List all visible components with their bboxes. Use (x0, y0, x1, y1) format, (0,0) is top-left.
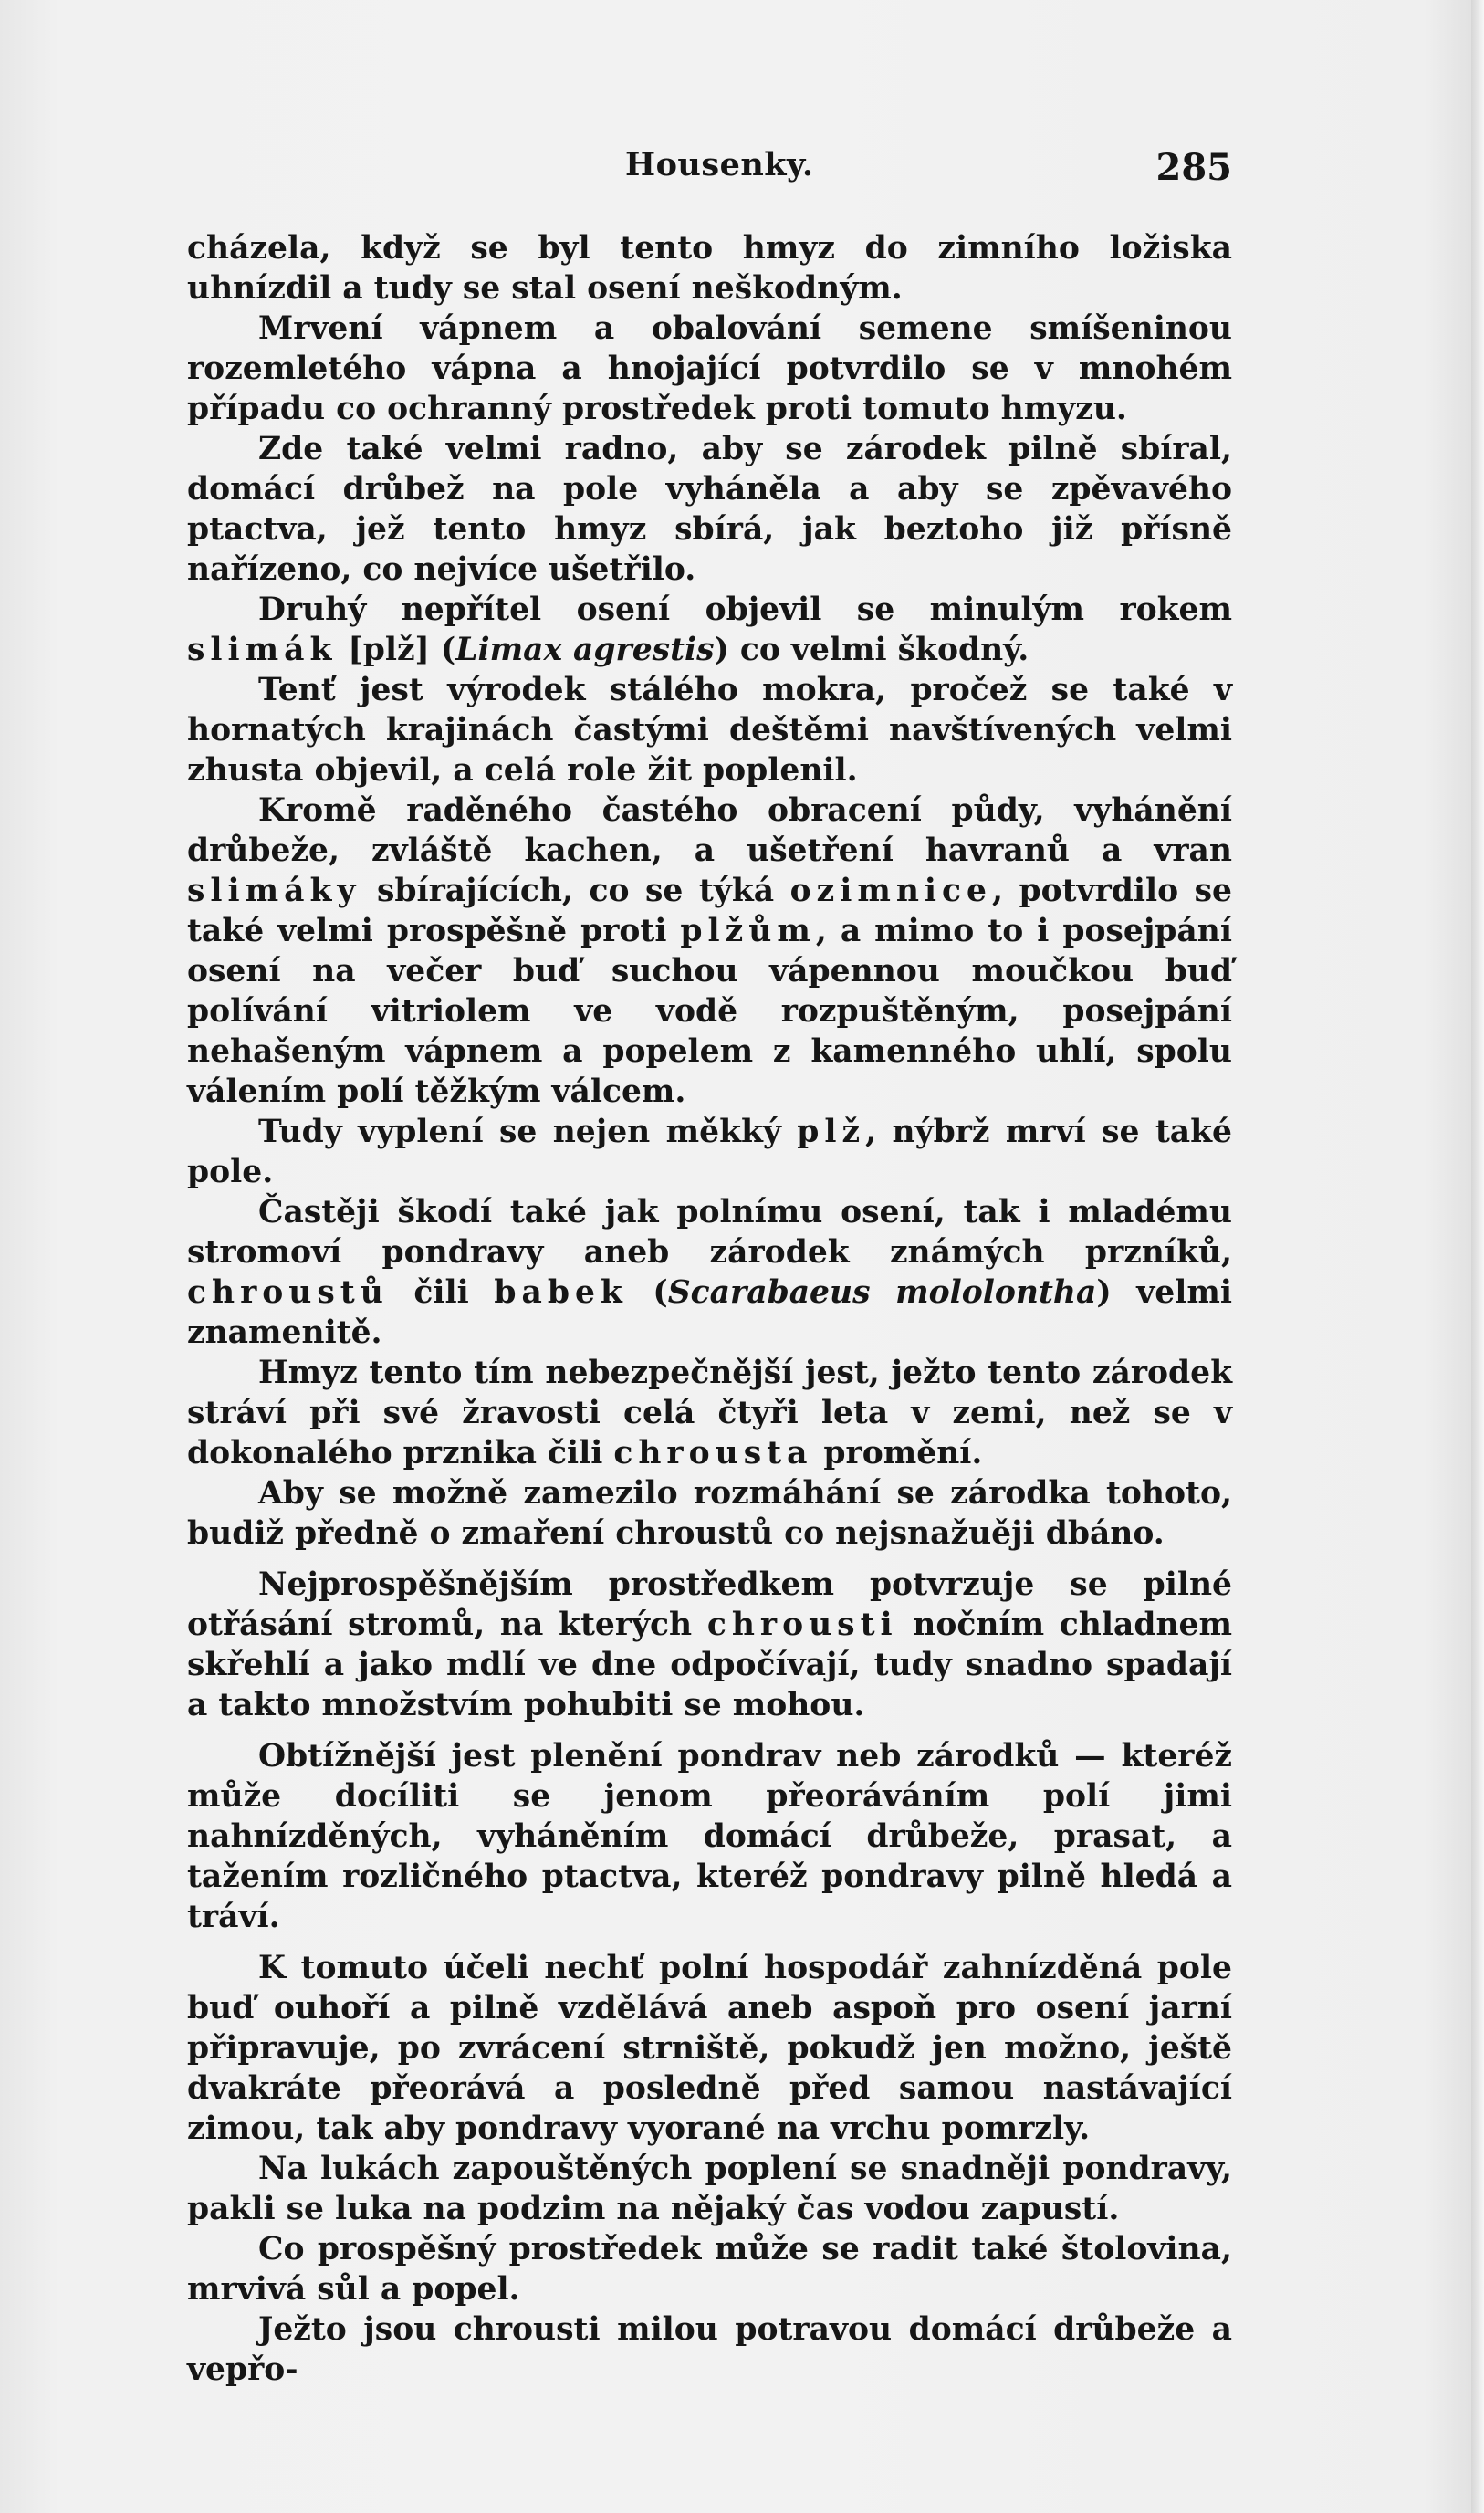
text-run: Ježto jsou chrousti milou potravou domácí drůbeže a vepřo- (187, 2311, 1232, 2388)
paragraph-6 (187, 791, 1232, 1112)
text-run: Aby se možně zamezilo rozmáhání se zárodka tohoto, budiž předně o zmaření chroustů co nejsnažuěji dbáno. (187, 1475, 1232, 1552)
spaced-term: chroustů (187, 1274, 389, 1311)
spaced-term: chrousta (613, 1435, 813, 1471)
text-run: ) co velmi škodný. (714, 632, 1029, 668)
text-run: sbírajících, co se týká (361, 873, 790, 909)
text-run: Druhý nepřítel osení objevil se minulým rokem (258, 592, 1232, 628)
paragraph-10 (187, 1473, 1232, 1554)
text-run: Zde také velmi radno, aby se zárodek pilně sbíral, domácí drůbež na pole vyháněla a aby se zpěvavého ptactva, jež tento hmyz sbírá, jak beztoho již přísně nařízeno, co nejvíce ušetřilo. (187, 431, 1232, 588)
body-text (187, 228, 1232, 2390)
text-run: promění. (812, 1435, 983, 1471)
paragraph-15 (187, 2229, 1232, 2309)
text-run: Tenť jest výrodek stálého mokra, pročež se také v hornatých krajinách častými deštěmi navštívených velmi zhusta objevil, a celá role žit poplenil. (187, 672, 1232, 789)
text-run: Co prospěšný prostředek může se radit také štolovina, mrvivá sůl a popel. (187, 2231, 1232, 2308)
text-run: cházela, když se byl tento hmyz do zimního ložiska uhnízdil a tudy se stal osení neškodným. (187, 230, 1232, 307)
spaced-term: slimáky (187, 873, 361, 909)
spaced-term: babek (494, 1274, 628, 1311)
paragraph-3 (187, 429, 1232, 590)
running-head: Housenky. (625, 146, 814, 183)
text-run: Hmyz tento tím nebezpečnější jest, ježto tento zárodek stráví při své žravosti celá čtyři leta v zemi, než se v dokonalého prznika čili (187, 1355, 1232, 1471)
paragraph-9 (187, 1353, 1232, 1473)
text-run: nočním chladnem skřehlí a jako mdlí ve dne odpočívají, tudy snadno spadají a takto množstvím pohubiti se mohou. (187, 1607, 1232, 1723)
paragraph-5 (187, 670, 1232, 791)
paragraph-7 (187, 1112, 1232, 1192)
text-run: Kromě raděného častého obracení půdy, vyhánění drůbeže, zvláště kachen, a ušetření havranů a vran (187, 792, 1232, 869)
spaced-term: ozimnice (789, 873, 992, 909)
spaced-term: plžům (680, 913, 816, 949)
text-run: ) velmi znamenitě. (187, 1274, 1232, 1351)
latin-name: Scarabaeus mololontha (667, 1274, 1097, 1311)
text-run: , a mimo to i posejpání osení na večer buď suchou vápennou moučkou buď polívání vitriolem ve vodě rozpuštěným, posejpání nehašeným vápnem a popelem z kamenného uhlí, spolu válením polí těžkým válcem. (187, 913, 1232, 1110)
paragraph-4 (187, 590, 1232, 670)
paragraph-16 (187, 2309, 1232, 2390)
page-edge-shadow (1471, 0, 1484, 2513)
text-run: [plž] ( (337, 632, 456, 668)
text-run: , nýbrž mrví se také pole. (187, 1114, 1232, 1190)
page-header (187, 146, 1232, 197)
text-run: čili (388, 1274, 495, 1311)
spaced-term: plž (797, 1114, 866, 1150)
text-run: Častěji škodí také jak polnímu osení, tak i mladému stromoví pondravy aneb zárodek známých przníků, (187, 1194, 1232, 1271)
text-run: Mrvení vápnem a obalování semene smíšeninou rozemletého vápna a hnojající potvrdilo se v mnohém případu co ochranný prostředek proti tomuto hmyzu. (187, 310, 1232, 427)
latin-name: Limax agrestis (455, 632, 715, 668)
paragraph-2 (187, 309, 1232, 429)
paragraph-12 (187, 1736, 1232, 1937)
text-run: Tudy vyplení se nejen měkký (258, 1114, 798, 1150)
text-run: ( (627, 1274, 668, 1311)
text-run: Na lukách zapouštěných poplení se snadněji pondravy, pakli se luka na podzim na nějaký čas vodou zapustí. (187, 2151, 1232, 2227)
spaced-term: chrousti (706, 1607, 898, 1643)
paragraph-1 (187, 228, 1232, 309)
paragraph-14 (187, 2149, 1232, 2229)
paragraph-8 (187, 1192, 1232, 1353)
text-run: Obtížnější jest plenění pondrav neb zárodků — kteréž může docíliti se jenom přeoráváním polí jimi nahnízděných, vyháněním domácí drůbeže, prasat, a tažením rozličného ptactva, kteréž pondravy pilně hledá a tráví. (187, 1738, 1232, 1935)
text-run: K tomuto účeli nechť polní hospodář zahnízděná pole buď ouhoří a pilně vzdělává aneb aspoň pro osení jarní připravuje, po zvrácení strniště, pokudž jen možno, ještě dvakráte přeorává a posledně před samou nastávající zimou, tak aby pondravy vyorané na vrchu pomrzly. (187, 1950, 1232, 2147)
paragraph-11 (187, 1565, 1232, 1725)
text-run: Nejprospěšnějším prostředkem potvrzuje se pilné otřásání stromů, na kterých (187, 1566, 1232, 1643)
paragraph-13 (187, 1948, 1232, 2149)
spaced-term: slimák (187, 632, 338, 668)
page-number: 285 (1155, 146, 1232, 189)
text-run: , potvrdilo se také velmi prospěšně proti (187, 873, 1233, 949)
